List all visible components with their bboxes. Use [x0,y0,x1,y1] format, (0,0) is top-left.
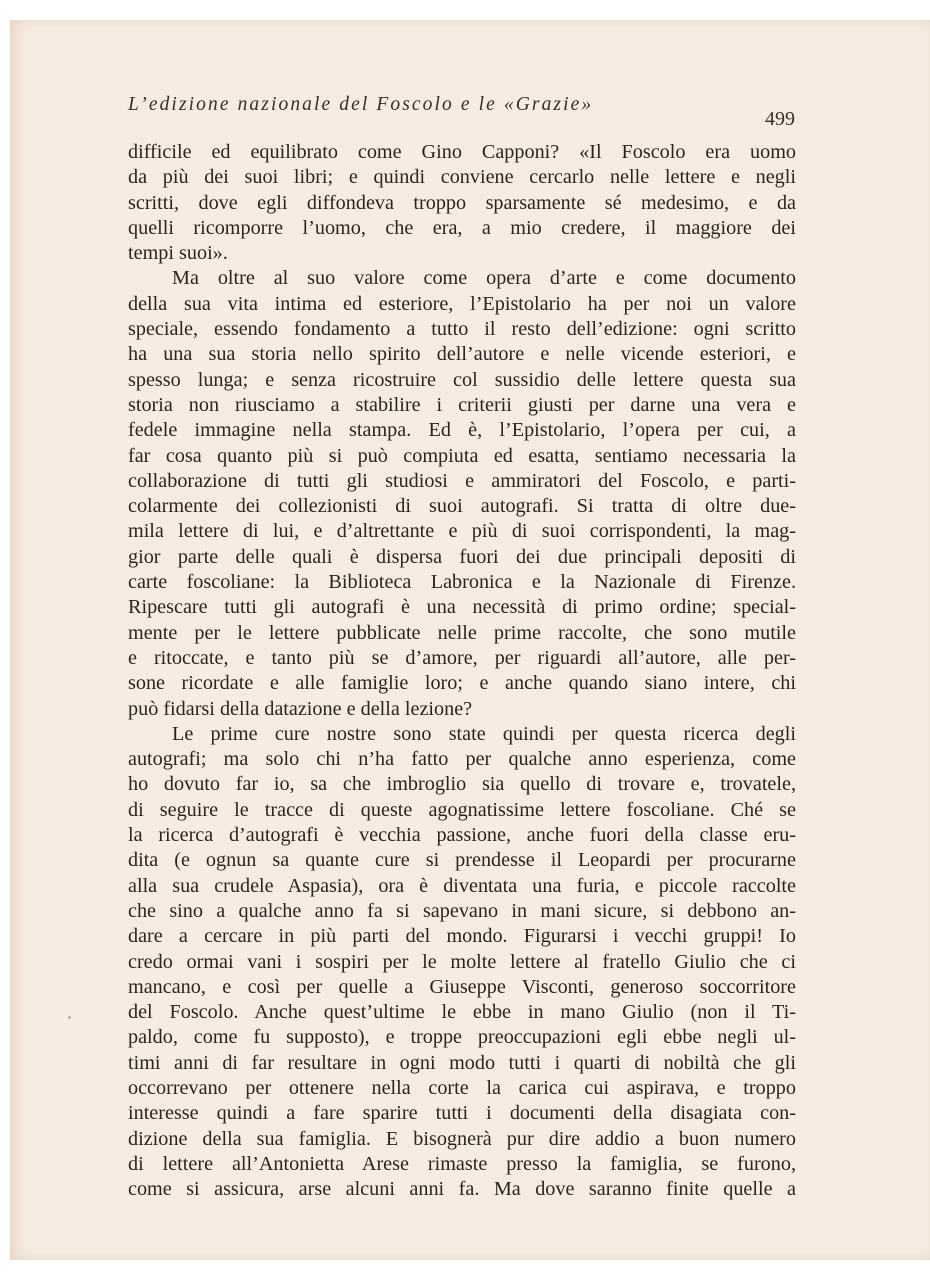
paragraph [128,722,796,1203]
text-line: sone ricordate e alle famiglie loro; e anche quando siano intere, chi [128,672,796,695]
text-line: storia non riusciamo a stabilire i criterii giusti per darne una vera e [128,393,796,416]
text-line: spesso lunga; e senza ricostruire col sussidio delle lettere questa sua [128,368,796,391]
text-line: dizione della sua famiglia. E bisognerà pur dire addio a buon numero [128,1127,796,1150]
text-line: credo ormai vani i sospiri per le molte lettere al fratello Giulio che ci [128,950,796,973]
text-line: la ricerca d’autografi è vecchia passione, anche fuori della classe eru- [128,824,796,847]
text-line: paldo, come fu supposto), e troppe preoccupazioni egli ebbe negli ul- [128,1026,796,1049]
text-line: mila lettere di lui, e d’altrettante e più di suoi corrispondenti, la mag- [128,520,796,543]
text-line: tempi suoi». [128,242,228,265]
page-number: 499 [765,108,795,130]
text-line: gior parte delle quali è dispersa fuori dei due principali depositi di [128,545,796,568]
text-line: dita (e ognun sa quante cure si prendesse il Leopardi per procurarne [128,849,796,872]
text-line: far cosa quanto più si può compiuta ed esatta, sentiamo necessaria la [128,444,796,467]
text-line: difficile ed equilibrato come Gino Capponi? «Il Foscolo era uomo [128,141,796,163]
body-text [128,140,796,1202]
book-page [10,20,930,1260]
text-line: del Foscolo. Anche quest’ultime le ebbe in mano Giulio (non il Ti- [128,1001,796,1024]
text-line: può fidarsi della datazione e della lezione? [128,697,473,720]
paragraph [128,266,796,721]
text-line: che sino a qualche anno fa si sapevano in mani sicure, si debbono an- [128,899,796,922]
text-line: della sua vita intima ed esteriore, l’Epistolario ha per noi un valore [128,292,796,315]
scan-margin [0,0,10,1280]
text-line: speciale, essendo fondamento a tutto il resto dell’edizione: ogni scritto [128,318,796,341]
text-line: timi anni di far resultare in ogni modo tutti i quarti di nobiltà che gli [128,1051,796,1074]
paragraph [128,140,796,266]
text-line: e ritoccate, e tanto più se d’amore, per riguardi all’autore, alle per- [128,646,796,669]
text-line: autografi; ma solo chi n’ha fatto per qualche anno esperienza, come [128,748,796,771]
text-line: carte foscoliane: la Biblioteca Labronica e la Nazionale di Firenze. [128,571,796,594]
text-line: mancano, e così per quelle a Giuseppe Visconti, generoso soccorritore [128,975,796,998]
text-line: di lettere all’Antonietta Arese rimaste presso la famiglia, se furono, [128,1152,796,1175]
text-line: Ripescare tutti gli autografi è una necessità di primo ordine; special- [128,596,796,619]
text-line: fedele immagine nella stampa. Ed è, l’Epistolario, l’opera per cui, a [128,419,796,442]
running-title: L’edizione nazionale del Foscolo e le «Grazie» [128,94,594,115]
text-line: dare a cercare in più parti del mondo. Figurarsi i vecchi gruppi! Io [128,925,796,948]
text-line: interesse quindi a fare sparire tutti i documenti della disagiata con- [128,1102,796,1125]
text-line: Le prime cure nostre sono state quindi per questa ricerca degli [172,722,796,745]
text-line: da più dei suoi libri; e quindi conviene cercarlo nelle lettere e negli [128,166,796,189]
text-line: scritti, dove egli diffondeva troppo sparsamente sé medesimo, e da [128,191,796,214]
text-line: colarmente dei collezionisti di suoi autografi. Si tratta di oltre due- [128,495,796,518]
text-line: Ma oltre al suo valore come opera d’arte e come documento [172,267,796,290]
text-line: ha una sua storia nello spirito dell’autore e nelle vicende esteriori, e [128,343,796,366]
text-line: occorrevano per ottenere nella corte la carica cui aspirava, e troppo [128,1076,796,1099]
text-line: quelli ricomporre l’uomo, che era, a mio credere, il maggiore dei [128,216,796,239]
text-line: di seguire le tracce di queste agognatissime lettere foscoliane. Ché se [128,798,796,821]
text-line: come si assicura, arse alcuni anni fa. Ma dove saranno finite quelle a [128,1178,796,1201]
text-line: mente per le lettere pubblicate nelle prime raccolte, che sono mutile [128,621,796,644]
text-line: collaborazione di tutti gli studiosi e ammiratori del Foscolo, e parti- [128,469,796,492]
text-line: ho dovuto far io, sa che imbroglio sia quello di trovare e, trovatele, [128,773,796,796]
text-line: alla sua crudele Aspasia), ora è diventata una furia, e piccole raccolte [128,874,796,897]
paper-speck [68,1016,71,1019]
